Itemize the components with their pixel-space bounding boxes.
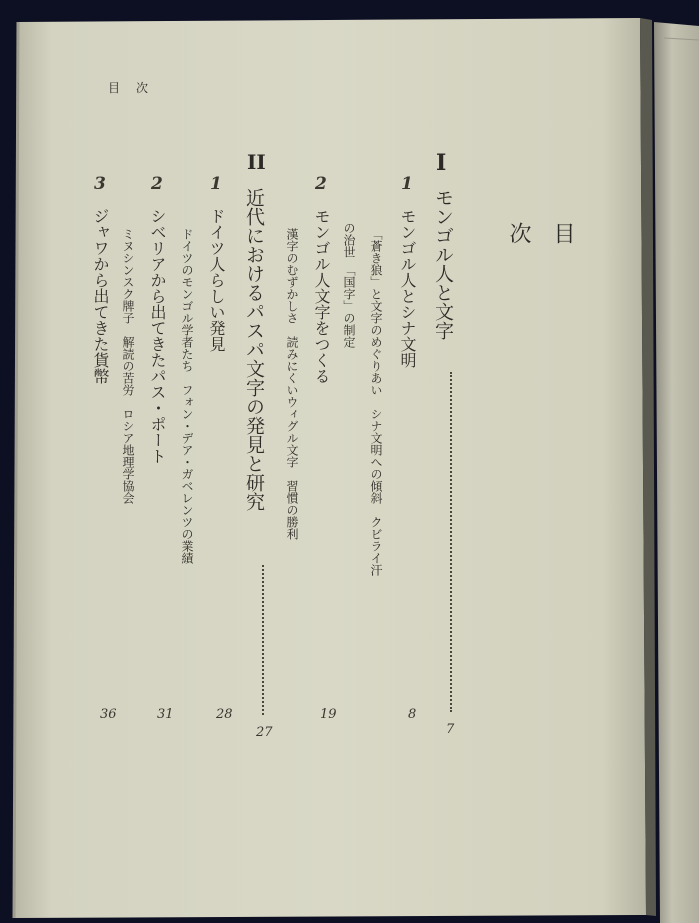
part-1-page-number: 7 — [446, 722, 455, 737]
running-header: 目 次 — [108, 81, 151, 95]
chapter-2-3-title: ジャワから出てきた貨幣 — [91, 208, 110, 384]
chapter-1-2-page-number: 19 — [320, 707, 337, 722]
page-title: 目 次 — [506, 222, 575, 244]
chapter-1-1-subtopics-line-1: 「蒼き狼」と文字のめぐりあい シナ文明への傾斜 クビライ汗 — [369, 228, 383, 576]
chapter-2-3-number: 3 — [94, 174, 106, 194]
chapter-1-1-number: 1 — [401, 174, 413, 194]
chapter-1-2-number: 2 — [315, 174, 327, 194]
chapter-1-2-title: モンゴル人文字をつくる — [312, 208, 331, 384]
chapter-1-1-title: モンゴル人とシナ文明 — [398, 208, 417, 368]
chapter-1-1-page-number: 8 — [408, 707, 417, 722]
chapter-2-1-page-number: 28 — [216, 707, 233, 722]
book-page — [14, 18, 646, 918]
chapter-2-2-title: シベリアから出てきたパス・ポート — [148, 208, 167, 464]
part-2-page-number: 27 — [256, 725, 273, 740]
chapter-2-2-subtopics: ミヌシンスク牌子 解読の苦労 ロシア地理学協会 — [121, 228, 135, 504]
part-2-leader-dots — [262, 565, 264, 715]
part-2-numeral: II — [247, 150, 266, 174]
chapter-2-1-number: 1 — [210, 174, 222, 194]
part-1-leader-dots — [450, 372, 452, 712]
chapter-2-1-title: ドイツ人らしい発見 — [207, 208, 226, 352]
chapter-2-2-number: 2 — [151, 174, 163, 194]
chapter-1-2-subtopics: 漢字のむずかしさ 読みにくいウィグル文字 習慣の勝利 — [285, 228, 299, 540]
chapter-2-3-page-number: 36 — [100, 707, 117, 722]
chapter-1-1-subtopics-line-2: の治世 「国字」の制定 — [342, 222, 356, 348]
facing-page — [654, 22, 699, 923]
part-1-title: モンゴル人と文字 — [432, 188, 454, 340]
chapter-2-1-subtopics: ドイツのモンゴル学者たち フォン・デア・ガベレンツの業績 — [180, 228, 194, 564]
chapter-2-2-page-number: 31 — [157, 707, 174, 722]
part-2-title: 近代におけるパスパ文字の発見と研究 — [243, 188, 265, 511]
part-1-numeral: I — [436, 150, 447, 176]
